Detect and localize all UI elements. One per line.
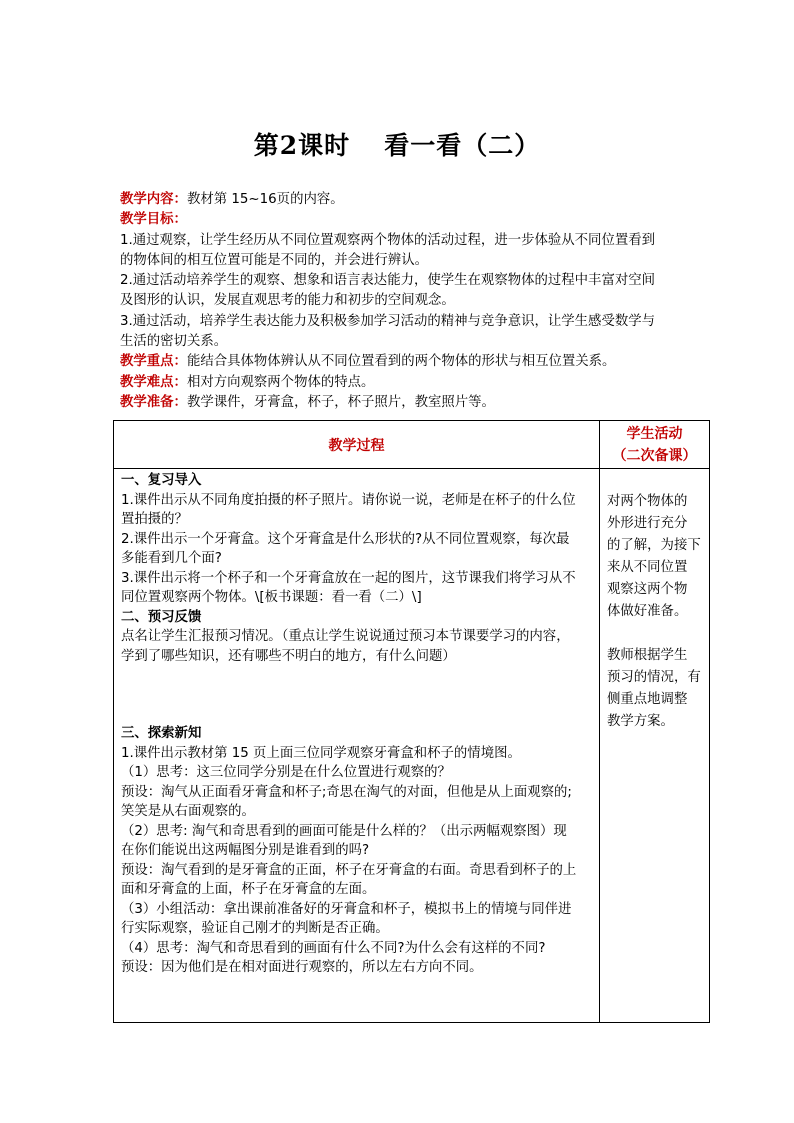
- section-title: 三、探索新知: [121, 726, 202, 741]
- text-line: 的了解，为接下: [607, 538, 701, 553]
- goals-label: 教学目标：: [120, 212, 187, 228]
- key-point-text: 能结合具体物体辨认从不同位置看到的两个物体的形状与相互位置关系。: [186, 354, 616, 370]
- table-header-row: [114, 421, 710, 469]
- page-title: [0, 126, 794, 162]
- prep-text: 教学课件，牙膏盒，杯子，杯子照片，教室照片等。: [186, 394, 495, 410]
- content-label: 教学内容：: [120, 192, 187, 207]
- goal-line: 的物体间的相互位置可能是不同的，并会进行辨认。: [120, 252, 428, 268]
- process-cell: [114, 469, 600, 1023]
- text-line: 笑笑是从右面观察的。: [121, 804, 255, 819]
- text-line: 预设：淘气从正面看牙膏盒和杯子;奇思在淘气的对面，但他是从上面观察的;: [121, 784, 572, 800]
- header-student-activity: [600, 421, 710, 469]
- key-point-row: [120, 352, 720, 372]
- lesson-number: 第2课时: [253, 131, 351, 160]
- header-right-line: （二次备课）: [612, 447, 697, 464]
- text-line: 在你们能说出这两幅图分别是谁看到的吗?: [121, 843, 370, 858]
- text-line: 行实际观察，验证自己刚才的判断是否正确。: [121, 921, 389, 936]
- content-text: 教材第 15~16页的内容。: [186, 192, 344, 207]
- difficulty-text: 相对方向观察两个物体的特点。: [186, 374, 375, 390]
- table-body-row: [114, 469, 710, 1023]
- prep-row: [120, 393, 720, 413]
- goal-line: 2.通过活动培养学生的观察、想象和语言表达能力，使学生在观察物体的过程中丰富对空间: [120, 273, 656, 289]
- text-line: 多能看到几个面?: [121, 551, 222, 566]
- lesson-name: 看一看（二）: [384, 131, 541, 160]
- text-line: 体做好准备。: [607, 604, 688, 619]
- difficulty-label: 教学难点：: [120, 374, 187, 390]
- goal-line: 生活的密切关系。: [120, 334, 228, 350]
- text-line: 学到了哪些知识，还有哪些不明白的地方，有什么问题）: [121, 648, 456, 664]
- text-line: （4）思考：淘气和奇思看到的画面有什么不同?为什么会有这样的不同?: [121, 940, 546, 956]
- goal-line: 及图形的认识，发展直观思考的能力和初步的空间观念。: [120, 293, 455, 309]
- section-title: 二、预习反馈: [121, 609, 202, 625]
- prep-label: 教学准备：: [120, 394, 187, 410]
- text-line: 教师根据学生: [607, 648, 688, 663]
- lesson-process-table: [113, 420, 710, 1023]
- text-line: 置拍摄的？: [121, 512, 188, 527]
- text-line: 预习的情况，有: [607, 670, 701, 685]
- difficulty-row: [120, 373, 720, 393]
- text-line: 1.课件出示从不同角度拍摄的杯子照片。请你说一说，老师是在杯子的什么位: [121, 492, 576, 508]
- key-point-label: 教学重点：: [120, 354, 187, 370]
- text-line: 外形进行充分: [607, 516, 688, 531]
- text-line: 观察这两个物: [607, 582, 688, 597]
- text-line: （3）小组活动：拿出课前准备好的牙膏盒和杯子，模拟书上的情境与同伴进: [121, 901, 572, 917]
- header-process: 教学过程: [114, 421, 600, 469]
- text-line: 教学方案。: [607, 714, 674, 729]
- goal-line: 3.通过活动，培养学生表达能力及积极参加学习活动的精神与竞争意识，让学生感受数学与: [120, 313, 656, 329]
- text-line: 面和牙膏盒的上面，杯子在牙膏盒的左面。: [121, 882, 376, 897]
- student-activity-cell: [600, 469, 710, 1023]
- header-right-line: 学生活动: [626, 425, 683, 442]
- content-row: [120, 190, 720, 210]
- text-line: 点名让学生汇报预习情况。（重点让学生说说通过预习本节课要学习的内容，: [121, 629, 570, 644]
- text-line: 3.课件出示将一个杯子和一个牙膏盒放在一起的图片，这节课我们将学习从不: [121, 570, 576, 586]
- goal-line: 1.通过观察，让学生经历从不同位置观察两个物体的活动过程，进一步体验从不同位置看到: [120, 232, 656, 248]
- text-line: 1.课件出示教材第 15 页上面三位同学观察牙膏盒和杯子的情境图。: [121, 745, 521, 761]
- section-title: 一、复习导入: [121, 473, 202, 488]
- text-line: 对两个物体的: [607, 494, 688, 509]
- text-line: （2）思考: 淘气和奇思看到的画面可能是什么样的？（出示两幅观察图）现: [121, 823, 567, 839]
- text-line: 同位置观察两个物体。\[板书课题：看一看（二）\]: [121, 590, 422, 605]
- text-line: 预设：淘气看到的是牙膏盒的正面，杯子在牙膏盒的右面。奇思看到杯子的上: [121, 862, 577, 878]
- lesson-meta: [120, 190, 720, 413]
- text-line: 预设：因为他们是在相对面进行观察的，所以左右方向不同。: [121, 960, 483, 975]
- text-line: 侧重点地调整: [607, 692, 688, 707]
- spacer: [121, 666, 594, 724]
- text-line: 来从不同位置: [607, 560, 688, 575]
- spacer: [607, 623, 703, 645]
- text-line: （1）思考：这三位同学分别是在什么位置进行观察的？: [121, 765, 451, 780]
- goals-row: [120, 210, 720, 230]
- text-line: 2.课件出示一个牙膏盒。这个牙膏盒是什么形状的?从不同位置观察，每次最: [121, 531, 570, 547]
